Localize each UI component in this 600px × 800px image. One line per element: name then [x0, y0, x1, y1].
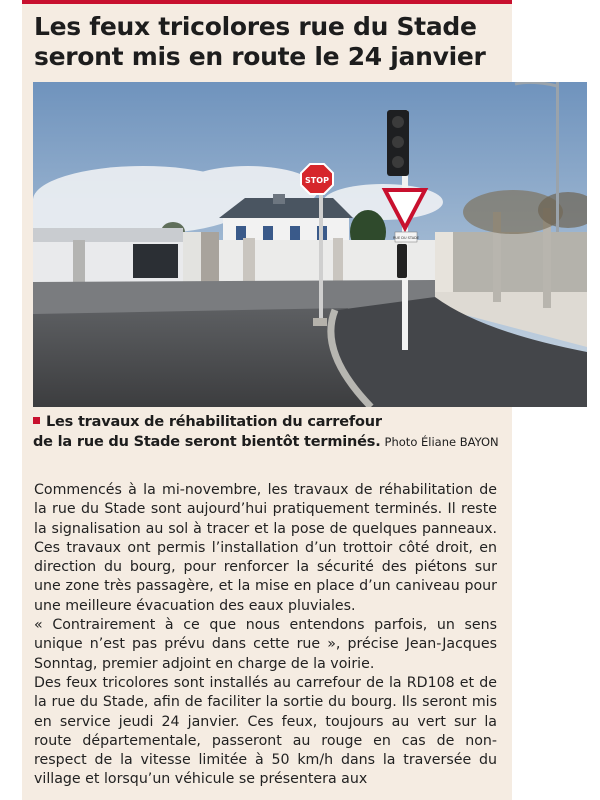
paragraph: « Contrairement à ce que nous entendons parfois, un sens unique n’est pas prévu dans cette rue », précise Jean-Jacques Sonntag, premier adjoint en charge de la voirie.	[34, 617, 497, 672]
stop-sign-text: STOP	[305, 176, 329, 185]
top-rule	[22, 0, 512, 4]
article-body	[34, 481, 497, 790]
section-tag-bar	[22, 0, 212, 4]
article-photo	[33, 82, 587, 407]
photo-caption	[33, 412, 503, 452]
caption-line-1: Les travaux de réhabilitation du carrefour	[46, 414, 382, 430]
caption-bullet	[33, 417, 40, 424]
photo-credit: Photo Éliane BAYON	[384, 435, 499, 449]
headline	[34, 12, 504, 72]
paragraph: Des feux tricolores sont installés au carrefour de la RD108 et de la rue du Stade, afin de faciliter la sortie du bourg. Ils seront mis en service jeudi 24 janvier. Ces feux, toujours au vert sur la route départementale, passeront au rouge en cas de non-respect de la vitesse limitée à 50 km/h dans la traversée du village et lorsqu’un véhicule se présentera aux	[34, 674, 497, 788]
headline-line-1: Les feux tricolores rue du Stade	[34, 12, 477, 41]
caption-line-2: de la rue du Stade seront bientôt terminés.	[33, 434, 381, 450]
street-name-sign-text: RUE DU STADE	[392, 236, 420, 240]
paragraph: Commencés à la mi-novembre, les travaux de réhabilitation de la rue du Stade sont aujourd’hui pratiquement terminés. Il reste la signalisation au sol à tracer et la pose de quelques panneaux. Ces travaux ont permis l’installation d’un trottoir côté droit, en direction du bourg, pour renforcer la sécurité des piétons sur une zone très passagère, et la mise en place d’un caniveau pour une meilleure évacuation des eaux pluviales.	[34, 482, 497, 614]
headline-line-2: seront mis en route le 24 janvier	[34, 42, 486, 71]
